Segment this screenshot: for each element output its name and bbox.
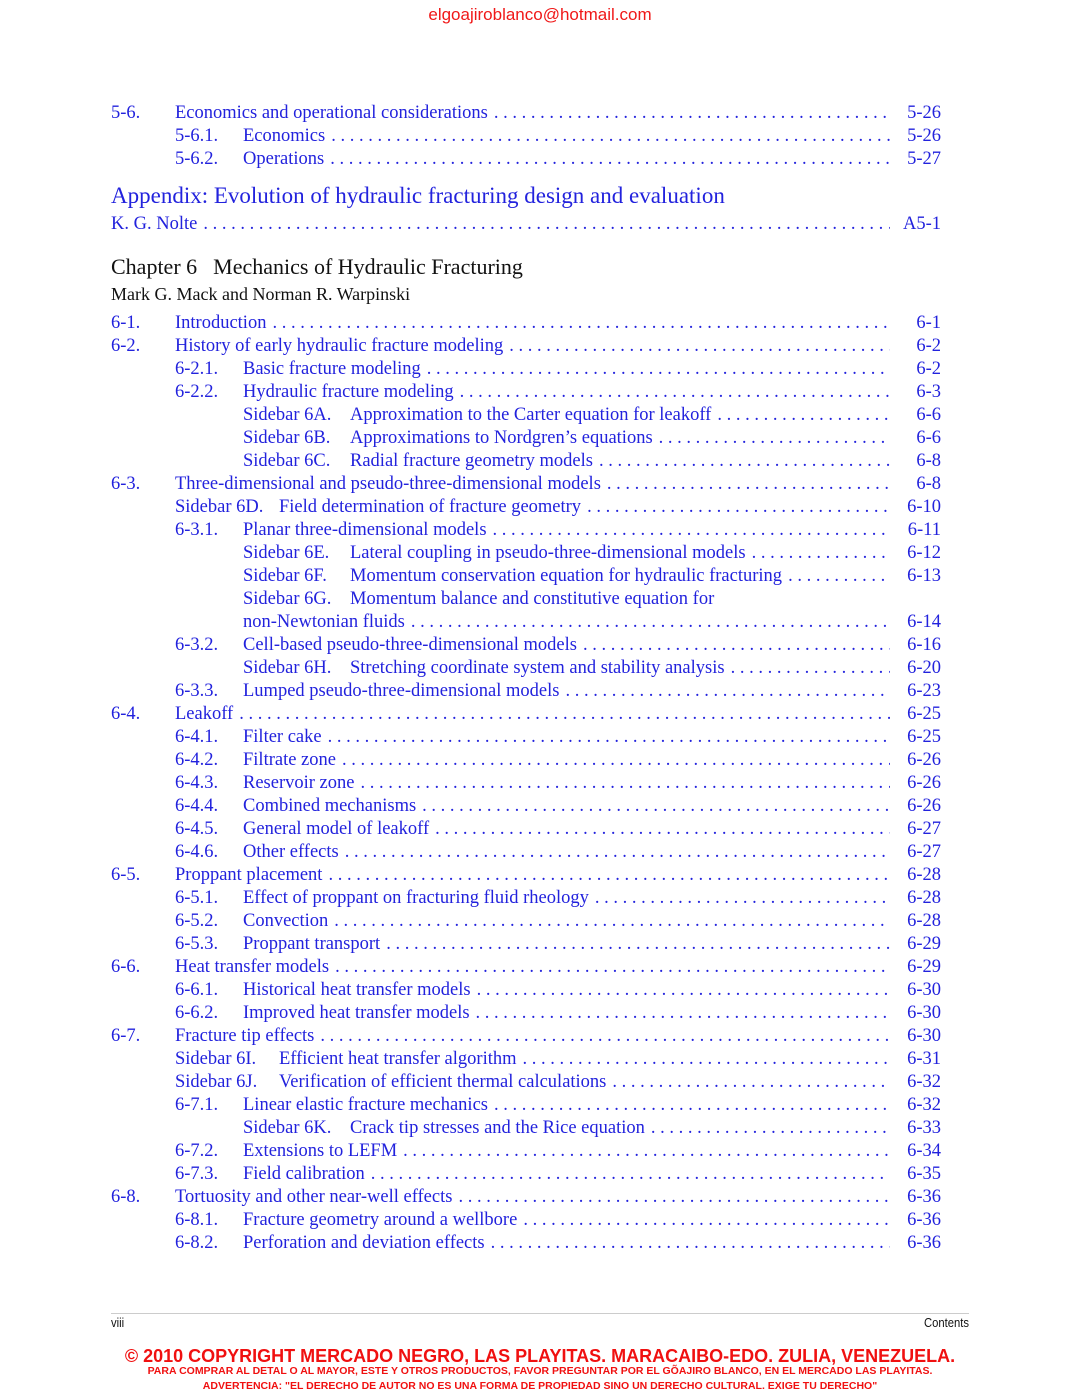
toc-entry[interactable] bbox=[0, 749, 1080, 772]
toc-entry-title[interactable]: Historical heat transfer models bbox=[243, 980, 471, 1000]
leader-dots bbox=[494, 102, 890, 125]
toc-entry-page[interactable]: 5-26 bbox=[907, 126, 941, 146]
chapter-number: Chapter 6 bbox=[111, 254, 198, 279]
toc-entry[interactable] bbox=[0, 1186, 1080, 1209]
toc-entry-number: 6-1. bbox=[111, 313, 141, 333]
toc-entry-title[interactable]: Momentum balance and constitutive equation for bbox=[350, 589, 715, 609]
toc-entry[interactable] bbox=[0, 358, 1080, 381]
toc-entry[interactable] bbox=[0, 148, 1080, 171]
toc-entry-number: Sidebar 6C. bbox=[243, 451, 331, 471]
toc-entry-title[interactable]: Radial fracture geometry models bbox=[350, 451, 593, 471]
toc-entry-page[interactable]: 6-33 bbox=[907, 1118, 941, 1138]
toc-entry-title[interactable]: Convection bbox=[243, 911, 329, 931]
toc-entry-number: 6-6.1. bbox=[175, 980, 219, 1000]
toc-entry-number: 6-2.2. bbox=[175, 382, 219, 402]
toc-entry-title[interactable]: Crack tip stresses and the Rice equation bbox=[350, 1118, 645, 1138]
toc-entry[interactable] bbox=[0, 519, 1080, 542]
leader-dots bbox=[612, 1071, 890, 1094]
leader-dots bbox=[272, 312, 890, 335]
toc-entry-title[interactable]: Filtrate zone bbox=[243, 750, 336, 770]
toc-entry-number: 6-4.2. bbox=[175, 750, 219, 770]
toc-entry-number: 5-6.1. bbox=[175, 126, 219, 146]
toc-entry-number: 6-5.3. bbox=[175, 934, 219, 954]
leader-dots bbox=[239, 703, 890, 726]
toc-entry[interactable] bbox=[0, 933, 1080, 956]
toc-entry-number: Sidebar 6I. bbox=[175, 1049, 257, 1069]
toc-entry-title[interactable]: Extensions to LEFM bbox=[243, 1141, 398, 1161]
toc-entry-page[interactable]: 6-11 bbox=[907, 520, 941, 540]
toc-entry[interactable] bbox=[0, 335, 1080, 358]
toc-entry-number: 6-8. bbox=[111, 1187, 141, 1207]
toc-entry[interactable] bbox=[0, 1048, 1080, 1071]
toc-entry-number: 6-8.2. bbox=[175, 1233, 219, 1253]
toc-entry-page[interactable]: 6-2 bbox=[916, 336, 941, 356]
toc-entry[interactable] bbox=[0, 1025, 1080, 1048]
header-email: elgoajiroblanco@hotmail.com bbox=[428, 5, 652, 24]
leader-dots bbox=[427, 358, 890, 381]
toc-entry[interactable] bbox=[0, 588, 1080, 611]
footer-divider bbox=[111, 1313, 969, 1314]
toc-entry-page[interactable]: 6-6 bbox=[916, 405, 941, 425]
toc-entry[interactable] bbox=[0, 312, 1080, 335]
toc-entry[interactable] bbox=[0, 726, 1080, 749]
toc-entry[interactable] bbox=[0, 887, 1080, 910]
toc-entry-page[interactable]: 6-30 bbox=[907, 1026, 941, 1046]
toc-entry-title[interactable]: Reservoir zone bbox=[243, 773, 355, 793]
toc-entry-number: Sidebar 6B. bbox=[243, 428, 331, 448]
toc-entry-number: 6-3.1. bbox=[175, 520, 219, 540]
appendix-author-entry bbox=[0, 213, 1080, 236]
leader-dots bbox=[752, 542, 890, 565]
toc-entry-number: 6-3.2. bbox=[175, 635, 219, 655]
toc-entry-title[interactable]: Introduction bbox=[175, 313, 267, 333]
toc-entry-number: 6-4. bbox=[111, 704, 141, 724]
leader-dots bbox=[320, 1025, 890, 1048]
toc-entry-page[interactable]: 6-6 bbox=[916, 428, 941, 448]
toc-entry-page[interactable]: 6-8 bbox=[916, 474, 941, 494]
toc-entry[interactable] bbox=[0, 772, 1080, 795]
toc-entry-number: 6-6.2. bbox=[175, 1003, 219, 1023]
purchase-notice: PARA COMPRAR AL DETAL O AL MAYOR, ESTE Y OTROS PRODUCTOS, FAVOR PREGUNTAR POR EL GÕAJIRO BLANCO, EN EL MERCADO LAS PLAYITAS. bbox=[147, 1365, 933, 1377]
toc-entry[interactable] bbox=[0, 496, 1080, 519]
toc-entry[interactable] bbox=[0, 404, 1080, 427]
leader-dots bbox=[422, 795, 890, 818]
toc-entry-title[interactable]: Tortuosity and other near-well effects bbox=[175, 1187, 453, 1207]
toc-entry[interactable] bbox=[0, 795, 1080, 818]
leader-dots bbox=[328, 864, 890, 887]
toc-entry-page[interactable]: 6-32 bbox=[907, 1072, 941, 1092]
toc-entry-title[interactable]: Field determination of fracture geometry bbox=[279, 497, 582, 517]
toc-entry[interactable] bbox=[0, 703, 1080, 726]
toc-entry-title[interactable]: General model of leakoff bbox=[243, 819, 430, 839]
toc-entry-title[interactable]: Leakoff bbox=[175, 704, 234, 724]
toc-entry[interactable] bbox=[0, 818, 1080, 841]
toc-entry-title[interactable]: Efficient heat transfer algorithm bbox=[279, 1049, 517, 1069]
leader-dots bbox=[458, 1186, 890, 1209]
toc-entry-number: 6-5.2. bbox=[175, 911, 219, 931]
toc-entry-number: Sidebar 6G. bbox=[243, 589, 332, 609]
toc-entry-title[interactable]: Economics bbox=[243, 126, 326, 146]
toc-entry-title[interactable]: Hydraulic fracture modeling bbox=[243, 382, 454, 402]
leader-dots bbox=[435, 818, 890, 841]
leader-dots bbox=[599, 450, 890, 473]
toc-entry-title[interactable]: Lateral coupling in pseudo-three-dimensional models bbox=[350, 543, 746, 563]
chapter-heading bbox=[111, 254, 523, 280]
leader-dots bbox=[335, 956, 890, 979]
leader-dots bbox=[523, 1209, 890, 1232]
leader-dots bbox=[659, 427, 890, 450]
toc-entry-number: Sidebar 6F. bbox=[243, 566, 327, 586]
leader-dots bbox=[334, 910, 890, 933]
toc-entry-title[interactable]: Planar three-dimensional models bbox=[243, 520, 487, 540]
toc-entry-page[interactable]: 6-29 bbox=[907, 934, 941, 954]
toc-entry[interactable] bbox=[0, 427, 1080, 450]
toc-entry-title[interactable]: Field calibration bbox=[243, 1164, 365, 1184]
toc-entry-number: 6-4.3. bbox=[175, 773, 219, 793]
toc-entry-page[interactable]: 6-26 bbox=[907, 796, 941, 816]
toc-entry-page[interactable]: 6-30 bbox=[907, 980, 941, 1000]
toc-entry-page[interactable]: 6-36 bbox=[907, 1233, 941, 1253]
leader-dots bbox=[509, 335, 890, 358]
toc-entry[interactable] bbox=[0, 125, 1080, 148]
toc-entry-title[interactable]: non-Newtonian fluids bbox=[243, 612, 405, 632]
toc-entry-title[interactable]: Lumped pseudo-three-dimensional models bbox=[243, 681, 560, 701]
toc-entry-number: 6-7.3. bbox=[175, 1164, 219, 1184]
toc-entry-page[interactable]: 6-13 bbox=[907, 566, 941, 586]
toc-entry-number: Sidebar 6E. bbox=[243, 543, 330, 563]
toc-entry-page[interactable]: A5-1 bbox=[902, 214, 941, 234]
toc-entry-title[interactable]: Economics and operational considerations bbox=[175, 103, 488, 123]
footer-section: Contents bbox=[923, 1316, 969, 1330]
toc-entry-page[interactable]: 6-10 bbox=[907, 497, 941, 517]
leader-dots bbox=[493, 519, 890, 542]
toc-entry-number: Sidebar 6H. bbox=[243, 658, 332, 678]
toc-entry[interactable] bbox=[0, 1140, 1080, 1163]
toc-entry-page[interactable]: 6-36 bbox=[907, 1187, 941, 1207]
toc-entry-page[interactable]: 6-27 bbox=[907, 819, 941, 839]
toc-entry-title[interactable]: Combined mechanisms bbox=[243, 796, 417, 816]
toc-entry-number: Sidebar 6K. bbox=[243, 1118, 332, 1138]
toc-entry[interactable] bbox=[0, 657, 1080, 680]
toc-entry-title[interactable]: Proppant transport bbox=[243, 934, 381, 954]
toc-entry-title[interactable]: Cell-based pseudo-three-dimensional models bbox=[243, 635, 577, 655]
toc-entry-title[interactable]: Verification of efficient thermal calculations bbox=[279, 1072, 607, 1092]
toc-entry-title[interactable]: Fracture geometry around a wellbore bbox=[243, 1210, 518, 1230]
toc-entry[interactable] bbox=[0, 102, 1080, 125]
toc-entry-page[interactable]: 6-34 bbox=[907, 1141, 941, 1161]
toc-entry-number: 6-7. bbox=[111, 1026, 141, 1046]
toc-entry-page[interactable]: 6-26 bbox=[907, 750, 941, 770]
toc-entry[interactable] bbox=[0, 381, 1080, 404]
leader-dots bbox=[345, 841, 890, 864]
warning-notice: ADVERTENCIA: "EL DERECHO DE AUTOR NO ES UNA FORMA DE PROPIEDAD SINO UN DERECHO CULTURAL. EXIGE TU DERECHO" bbox=[202, 1380, 878, 1392]
toc-entry-number: 5-6. bbox=[111, 103, 141, 123]
leader-dots bbox=[386, 933, 890, 956]
toc-entry[interactable] bbox=[0, 1117, 1080, 1140]
toc-entry-number: 6-2. bbox=[111, 336, 141, 356]
toc-entry[interactable] bbox=[0, 1094, 1080, 1117]
toc-entry-number: 6-3. bbox=[111, 474, 141, 494]
toc-entry-title[interactable]: Filter cake bbox=[243, 727, 322, 747]
leader-dots bbox=[587, 496, 890, 519]
toc-chapter-entries bbox=[0, 312, 1080, 1255]
toc-entry-page[interactable]: 6-32 bbox=[907, 1095, 941, 1115]
toc-entry-number: 6-3.3. bbox=[175, 681, 219, 701]
leader-dots bbox=[595, 887, 890, 910]
toc-entry-page[interactable]: 6-25 bbox=[907, 727, 941, 747]
leader-dots bbox=[328, 726, 890, 749]
toc-entry-number: 5-6.2. bbox=[175, 149, 219, 169]
toc-entry-title[interactable]: Basic fracture modeling bbox=[243, 359, 421, 379]
toc-entry-title[interactable]: Effect of proppant on fracturing fluid rheology bbox=[243, 888, 589, 908]
leader-dots bbox=[731, 657, 890, 680]
toc-entry-number: 6-7.1. bbox=[175, 1095, 219, 1115]
toc-entry[interactable] bbox=[0, 634, 1080, 657]
leader-dots bbox=[607, 473, 890, 496]
toc-entry-number: 6-6. bbox=[111, 957, 141, 977]
toc-entry-title[interactable]: Fracture tip effects bbox=[175, 1026, 315, 1046]
toc-entry[interactable] bbox=[0, 680, 1080, 703]
toc-entry-number: 6-4.4. bbox=[175, 796, 219, 816]
leader-dots bbox=[717, 404, 890, 427]
toc-entry-page[interactable]: 6-36 bbox=[907, 1210, 941, 1230]
toc-entry-page[interactable]: 6-27 bbox=[907, 842, 941, 862]
toc-entry-page[interactable]: 6-14 bbox=[907, 612, 941, 632]
toc-entry-page[interactable]: 6-35 bbox=[907, 1164, 941, 1184]
toc-entry[interactable] bbox=[0, 1002, 1080, 1025]
toc-entry-number: 6-8.1. bbox=[175, 1210, 219, 1230]
toc-entry-title[interactable]: Linear elastic fracture mechanics bbox=[243, 1095, 488, 1115]
toc-entry-title[interactable]: Operations bbox=[243, 149, 325, 169]
leader-dots bbox=[330, 148, 890, 171]
leader-dots bbox=[523, 1048, 891, 1071]
toc-entry-title[interactable]: Other effects bbox=[243, 842, 339, 862]
toc-entry-page[interactable]: 6-30 bbox=[907, 1003, 941, 1023]
leader-dots bbox=[203, 213, 890, 236]
toc-entry[interactable] bbox=[0, 979, 1080, 1002]
toc-entry[interactable] bbox=[0, 910, 1080, 933]
footer-page-number: viii bbox=[111, 1316, 125, 1330]
toc-entry[interactable] bbox=[0, 1163, 1080, 1186]
leader-dots bbox=[331, 125, 890, 148]
toc-entry-page[interactable]: 6-25 bbox=[907, 704, 941, 724]
leader-dots bbox=[477, 979, 890, 1002]
leader-dots bbox=[491, 1232, 890, 1255]
leader-dots bbox=[583, 634, 890, 657]
toc-entry-page[interactable]: 5-26 bbox=[907, 103, 941, 123]
toc-entry[interactable] bbox=[0, 565, 1080, 588]
leader-dots bbox=[360, 772, 890, 795]
toc-entry-page[interactable]: 6-31 bbox=[907, 1049, 941, 1069]
chapter-title: Mechanics of Hydraulic Fracturing bbox=[213, 254, 523, 279]
toc-entry[interactable] bbox=[0, 1071, 1080, 1094]
toc-entry-number: Sidebar 6A. bbox=[243, 405, 332, 425]
toc-entry-page[interactable]: 6-23 bbox=[907, 681, 941, 701]
toc-entry-title[interactable]: Proppant placement bbox=[175, 865, 323, 885]
toc-entry-number: 6-5.1. bbox=[175, 888, 219, 908]
toc-entry-page[interactable]: 6-29 bbox=[907, 957, 941, 977]
toc-entry-page[interactable]: 6-28 bbox=[907, 911, 941, 931]
toc-entry[interactable] bbox=[0, 956, 1080, 979]
leader-dots bbox=[651, 1117, 890, 1140]
toc-entry[interactable] bbox=[0, 1209, 1080, 1232]
toc-entry[interactable] bbox=[0, 611, 1080, 634]
toc-entry-title[interactable]: Approximation to the Carter equation for leakoff bbox=[350, 405, 712, 425]
toc-entry-page[interactable]: 6-12 bbox=[907, 543, 941, 563]
toc-entry-page[interactable]: 6-3 bbox=[916, 382, 941, 402]
toc-entry[interactable] bbox=[0, 864, 1080, 887]
leader-dots bbox=[342, 749, 890, 772]
chapter-authors: Mark G. Mack and Norman R. Warpinski bbox=[111, 284, 411, 304]
toc-entry-title[interactable]: Stretching coordinate system and stability analysis bbox=[350, 658, 725, 678]
toc-entry-number: 6-4.5. bbox=[175, 819, 219, 839]
leader-dots bbox=[371, 1163, 890, 1186]
toc-entry-title[interactable]: Improved heat transfer models bbox=[243, 1003, 470, 1023]
toc-entry-number: Sidebar 6J. bbox=[175, 1072, 258, 1092]
leader-dots bbox=[565, 680, 890, 703]
toc-entry-title[interactable]: Perforation and deviation effects bbox=[243, 1233, 485, 1253]
leader-dots bbox=[460, 381, 890, 404]
leader-dots bbox=[476, 1002, 890, 1025]
toc-entry-page[interactable]: 6-16 bbox=[907, 635, 941, 655]
toc-entry[interactable] bbox=[0, 213, 1080, 236]
toc-entry-title[interactable]: Heat transfer models bbox=[175, 957, 330, 977]
toc-entry[interactable] bbox=[0, 1232, 1080, 1255]
toc-entry[interactable] bbox=[0, 841, 1080, 864]
appendix-heading: Appendix: Evolution of hydraulic fracturing design and evaluation bbox=[111, 183, 725, 208]
toc-entry-number: 6-5. bbox=[111, 865, 141, 885]
toc-entry[interactable] bbox=[0, 473, 1080, 496]
toc-top-entries bbox=[0, 102, 1080, 171]
toc-entry-number: 6-4.1. bbox=[175, 727, 219, 747]
toc-entry-title[interactable]: Approximations to Nordgren’s equations bbox=[350, 428, 653, 448]
toc-entry-page[interactable]: 6-20 bbox=[907, 658, 941, 678]
toc-entry[interactable] bbox=[0, 450, 1080, 473]
toc-entry-page[interactable]: 6-28 bbox=[907, 865, 941, 885]
toc-entry-page[interactable]: 6-26 bbox=[907, 773, 941, 793]
copyright-notice: © 2010 COPYRIGHT MERCADO NEGRO, LAS PLAYITAS. MARACAIBO-EDO. ZULIA, VENEZUELA. bbox=[124, 1346, 956, 1366]
toc-entry-title[interactable]: Three-dimensional and pseudo-three-dimensional models bbox=[175, 474, 601, 494]
toc-entry-number: 6-2.1. bbox=[175, 359, 219, 379]
leader-dots bbox=[494, 1094, 890, 1117]
leader-dots bbox=[788, 565, 890, 588]
leader-dots bbox=[411, 611, 890, 634]
toc-entry-page[interactable]: 5-27 bbox=[907, 149, 941, 169]
toc-entry-page[interactable]: 6-1 bbox=[916, 313, 941, 333]
toc-entry-title[interactable]: K. G. Nolte bbox=[111, 214, 198, 234]
toc-entry[interactable] bbox=[0, 542, 1080, 565]
toc-entry-number: Sidebar 6D. bbox=[175, 497, 264, 517]
leader-dots bbox=[403, 1140, 890, 1163]
toc-entry-title[interactable]: History of early hydraulic fracture modeling bbox=[175, 336, 504, 356]
toc-entry-number: 6-4.6. bbox=[175, 842, 219, 862]
toc-entry-page[interactable]: 6-2 bbox=[916, 359, 941, 379]
toc-entry-page[interactable]: 6-28 bbox=[907, 888, 941, 908]
toc-entry-title[interactable]: Momentum conservation equation for hydraulic fracturing bbox=[350, 566, 783, 586]
toc-entry-number: 6-7.2. bbox=[175, 1141, 219, 1161]
toc-entry-page[interactable]: 6-8 bbox=[916, 451, 941, 471]
